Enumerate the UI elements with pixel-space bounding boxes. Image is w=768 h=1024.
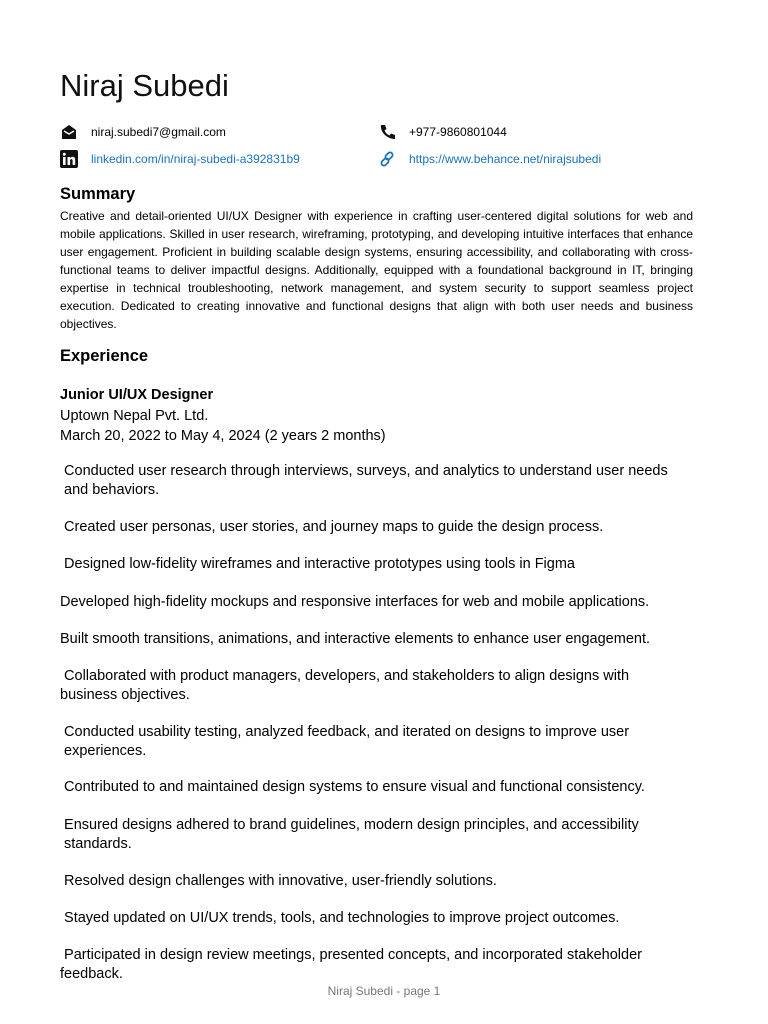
phone-text: +977-9860801044: [409, 125, 507, 139]
contact-phone: [378, 123, 507, 141]
linkedin-icon: [60, 150, 78, 168]
website-link[interactable]: https://www.behance.net/nirajsubedi: [409, 152, 602, 166]
link-icon: [378, 150, 396, 168]
list-item: Conducted user research through interviews, surveys, and analytics to understand user needs and behaviors.: [64, 463, 668, 498]
contact-email: [60, 123, 226, 141]
list-item: Built smooth transitions, animations, and interactive elements to enhance user engagement.: [60, 631, 651, 647]
job-company: Uptown Nepal Pvt. Ltd.: [60, 408, 209, 424]
page-footer: Niraj Subedi - page 1: [327, 984, 441, 998]
list-item: Contributed to and maintained design systems to ensure visual and functional consistency.: [60, 779, 645, 795]
job-dates: March 20, 2022 to May 4, 2024 (2 years 2 months): [60, 428, 386, 444]
experience-heading: Experience: [60, 347, 149, 365]
linkedin-link[interactable]: linkedin.com/in/niraj-subedi-a392831b9: [91, 152, 300, 166]
list-item: Resolved design challenges with innovative, user-friendly solutions.: [60, 873, 497, 889]
contact-linkedin[interactable]: [60, 150, 300, 168]
list-item: Collaborated with product managers, developers, and stakeholders to align designs with business objectives.: [60, 668, 630, 703]
list-item: Stayed updated on UI/UX trends, tools, and technologies to improve project outcomes.: [60, 910, 620, 926]
email-text: niraj.subedi7@gmail.com: [91, 125, 226, 139]
list-item: Created user personas, user stories, and journey maps to guide the design process.: [60, 519, 604, 535]
list-item: Designed low-fidelity wireframes and interactive prototypes using tools in Figma: [60, 556, 575, 572]
contact-website[interactable]: [378, 150, 601, 168]
list-item: Ensured designs adhered to brand guidelines, modern design principles, and accessibility standards.: [64, 817, 639, 852]
candidate-name: Niraj Subedi: [60, 68, 229, 103]
list-item: Developed high-fidelity mockups and responsive interfaces for web and mobile applications.: [60, 594, 650, 610]
list-item: Conducted usability testing, analyzed feedback, and iterated on designs to improve user experiences.: [64, 724, 630, 759]
job-title: Junior UI/UX Designer: [60, 387, 214, 403]
list-item: Participated in design review meetings, presented concepts, and incorporated stakeholder feedback.: [60, 947, 642, 982]
envelope-icon: [60, 123, 78, 141]
phone-icon: [378, 123, 396, 141]
summary-heading: Summary: [60, 185, 136, 203]
summary-text: Creative and detail-oriented UI/UX Designer with experience in crafting user-centered digital solutions for web and mobile applications. Skilled in user research, wireframing, prototyping, and developing intuitive interfaces that enhance user engagement. Proficient in building scalable design systems, ensuring accessibility, and collaborating with cross-functional teams to deliver impactful designs. Additionally, equipped with a foundational background in IT, bringing expertise in technical troubleshooting, network management, and system security to support seamless project execution. Dedicated to creating innovative and functional designs that align with both user needs and business objectives.: [60, 209, 693, 331]
